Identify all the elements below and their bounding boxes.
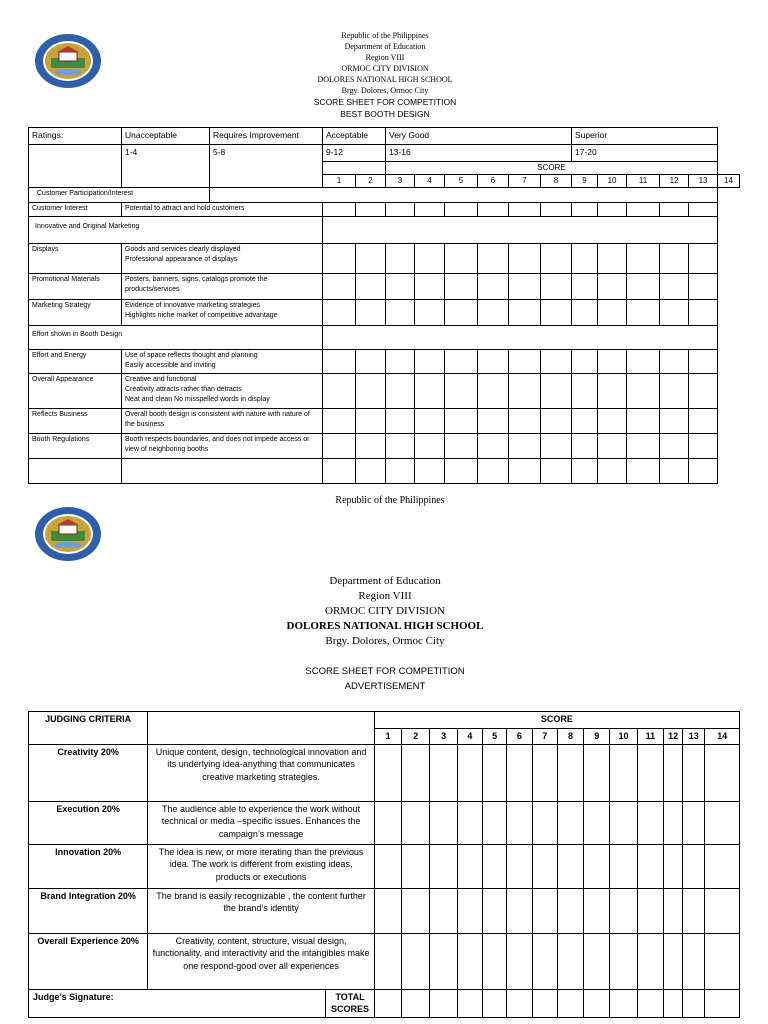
score-cell[interactable] [445, 274, 478, 300]
judge-number: 13 [689, 175, 718, 188]
score-cell[interactable] [683, 888, 705, 933]
score-cell[interactable] [557, 744, 583, 801]
criterion-desc: Goods and services clearly displayed Professional appearance of displays [122, 244, 323, 274]
score-cell[interactable] [584, 801, 610, 844]
score-cell[interactable] [386, 244, 415, 274]
score-cell[interactable] [483, 888, 507, 933]
score-cell[interactable] [445, 434, 478, 459]
score-cell[interactable] [478, 203, 509, 217]
score-cell[interactable] [572, 300, 598, 326]
score-cell[interactable] [689, 374, 718, 409]
judge-number: 13 [683, 729, 705, 745]
criterion-desc: Evidence of innovative marketing strategies Highlights niche market of competitive advantage [122, 300, 323, 326]
rating-range: 5-8 [210, 145, 323, 188]
score-cell[interactable] [541, 434, 572, 459]
rating-level: Superior [572, 128, 718, 145]
score-cell[interactable] [572, 203, 598, 217]
score-cell[interactable] [356, 409, 386, 434]
score-cell[interactable] [509, 374, 541, 409]
sheet-title: SCORE SHEET FOR COMPETITION [305, 666, 465, 677]
score-cell[interactable] [627, 459, 660, 484]
score-cell[interactable] [610, 744, 637, 801]
score-cell[interactable] [532, 801, 557, 844]
score-cell[interactable] [572, 244, 598, 274]
score-cell[interactable] [402, 989, 430, 1017]
score-cell[interactable] [415, 374, 445, 409]
score-cell[interactable] [478, 244, 509, 274]
score-cell[interactable] [478, 274, 509, 300]
score-cell[interactable] [660, 459, 689, 484]
section-heading: Innovative and Original Marketing [29, 217, 323, 244]
score-cell[interactable] [598, 459, 627, 484]
judge-number: 2 [402, 729, 430, 745]
score-cell[interactable] [386, 300, 415, 326]
sheet-subtitle: ADVERTISEMENT [344, 681, 426, 692]
score-cell[interactable] [532, 844, 557, 888]
score-cell[interactable] [386, 434, 415, 459]
score-cell[interactable] [637, 989, 663, 1017]
header-line: Department of Education [344, 42, 426, 51]
rating-range: 17-20 [572, 145, 718, 162]
score-cell[interactable] [507, 933, 532, 989]
score-cell[interactable] [689, 203, 718, 217]
score-cell[interactable] [572, 274, 598, 300]
score-cell[interactable] [660, 203, 689, 217]
score-cell[interactable] [445, 244, 478, 274]
score-cell[interactable] [598, 244, 627, 274]
score-cell[interactable] [541, 459, 572, 484]
criterion-name: Brand Integration 20% [29, 888, 148, 933]
score-cell[interactable] [356, 434, 386, 459]
score-cell[interactable] [660, 374, 689, 409]
header-line: Region VIII [358, 590, 412, 602]
score-cell[interactable] [557, 933, 583, 989]
score-cell[interactable] [610, 801, 637, 844]
header-line: Brgy. Dolores, Ormoc City [325, 635, 445, 647]
score-cell[interactable] [598, 434, 627, 459]
criterion-name: Execution 20% [29, 801, 148, 844]
judge-number: 1 [323, 175, 356, 188]
judge-signature-label: Judge’s Signature: [29, 989, 326, 1017]
score-cell[interactable] [402, 801, 430, 844]
judge-number: 12 [660, 175, 689, 188]
judge-number: 11 [637, 729, 663, 745]
score-cell[interactable] [415, 434, 445, 459]
score-cell[interactable] [415, 300, 445, 326]
header-line: Department of Education [329, 575, 441, 587]
score-cell[interactable] [509, 434, 541, 459]
score-cell[interactable] [557, 844, 583, 888]
score-cell[interactable] [584, 844, 610, 888]
sheet2-header [200, 574, 570, 649]
score-cell[interactable] [356, 350, 386, 374]
criterion-desc: Unique content, design, technological innovation and its underlying idea-anything that communicates creative marketing strategies. [148, 744, 375, 801]
score-cell[interactable] [430, 744, 457, 801]
rating-level: Unacceptable [122, 128, 210, 145]
score-cell[interactable] [689, 300, 718, 326]
judging-criteria-header: JUDGING CRITERIA [29, 712, 148, 745]
judge-number: 14 [705, 729, 740, 745]
sheet-subtitle: BEST BOOTH DESIGN [340, 109, 430, 119]
rating-range: 1-4 [122, 145, 210, 188]
score-cell[interactable] [627, 434, 660, 459]
score-cell[interactable] [627, 350, 660, 374]
score-cell[interactable] [705, 844, 740, 888]
score-cell[interactable] [415, 459, 445, 484]
rating-level: Acceptable [323, 128, 386, 145]
score-cell[interactable] [457, 933, 482, 989]
judge-number: 7 [532, 729, 557, 745]
score-cell[interactable] [509, 350, 541, 374]
score-cell[interactable] [705, 933, 740, 989]
score-cell[interactable] [663, 989, 682, 1017]
school-logo [33, 32, 103, 90]
score-cell[interactable] [374, 933, 401, 989]
score-cell[interactable] [483, 844, 507, 888]
criterion-name: Effort and Energy [29, 350, 122, 374]
score-cell[interactable] [689, 274, 718, 300]
criterion-name: Overall Experience 20% [29, 933, 148, 989]
score-cell[interactable] [415, 274, 445, 300]
criterion-desc: The audience able to experience the work without technical or media –specific issues. Enhances the campaign’s message [148, 801, 375, 844]
score-cell[interactable] [415, 350, 445, 374]
criterion-name: Creativity 20% [29, 744, 148, 801]
score-cell[interactable] [483, 801, 507, 844]
rating-level: Requires Improvement [210, 128, 323, 145]
score-cell[interactable] [598, 374, 627, 409]
score-cell[interactable] [374, 744, 401, 801]
criterion-name: Customer Interest [29, 203, 122, 217]
score-cell[interactable] [386, 409, 415, 434]
score-cell[interactable] [430, 801, 457, 844]
score-cell[interactable] [386, 203, 415, 217]
judge-number: 10 [598, 175, 627, 188]
score-cell[interactable] [509, 274, 541, 300]
judge-number: 8 [557, 729, 583, 745]
score-cell[interactable] [557, 888, 583, 933]
score-cell[interactable] [445, 300, 478, 326]
score-cell[interactable] [627, 244, 660, 274]
score-cell[interactable] [430, 844, 457, 888]
score-cell[interactable] [598, 350, 627, 374]
score-cell[interactable] [478, 434, 509, 459]
judge-number: 12 [663, 729, 682, 745]
score-cell[interactable] [356, 203, 386, 217]
judge-number: 3 [430, 729, 457, 745]
score-cell[interactable] [507, 744, 532, 801]
judge-number: 8 [541, 175, 572, 188]
score-cell[interactable] [478, 459, 509, 484]
judge-number: 4 [457, 729, 482, 745]
score-cell[interactable] [660, 300, 689, 326]
header-line: Region VIII [365, 53, 405, 62]
score-cell[interactable] [374, 844, 401, 888]
criterion-desc: The idea is new, or more iterating than the previous idea. The work is different from existing ideas, products or executions [148, 844, 375, 888]
score-cell[interactable] [483, 744, 507, 801]
total-scores-label: TOTAL SCORES [326, 989, 375, 1017]
score-cell[interactable] [483, 933, 507, 989]
score-cell[interactable] [374, 888, 401, 933]
header-line: ORMOC CITY DIVISION [341, 64, 429, 73]
score-cell[interactable] [689, 459, 718, 484]
rating-range: 13-16 [386, 145, 572, 162]
score-cell[interactable] [663, 933, 682, 989]
score-cell[interactable] [478, 300, 509, 326]
score-cell[interactable] [507, 888, 532, 933]
score-cell[interactable] [445, 374, 478, 409]
ratings-label: Ratings: [29, 128, 122, 145]
score-cell[interactable] [323, 350, 356, 374]
score-cell[interactable] [637, 888, 663, 933]
header-line: DOLORES NATIONAL HIGH SCHOOL [317, 75, 453, 84]
score-cell[interactable] [705, 801, 740, 844]
score-cell[interactable] [457, 744, 482, 801]
score-cell[interactable] [323, 203, 356, 217]
score-cell[interactable] [478, 409, 509, 434]
criterion-name: Displays [29, 244, 122, 274]
header-line: Republic of the Philippines [341, 31, 429, 40]
rating-level: Very Good [386, 128, 572, 145]
criterion-desc: Use of space reflects thought and planning Easily accessible and inviting [122, 350, 323, 374]
score-cell[interactable] [415, 409, 445, 434]
score-cell[interactable] [457, 888, 482, 933]
judge-number: 7 [509, 175, 541, 188]
score-cell[interactable] [402, 744, 430, 801]
criterion-name: Overall Appearance [29, 374, 122, 409]
criterion-name: Innovation 20% [29, 844, 148, 888]
score-cell[interactable] [610, 989, 637, 1017]
republic-heading: Republic of the Philippines [335, 495, 445, 506]
header-line: ORMOC CITY DIVISION [325, 605, 445, 617]
judge-number: 3 [386, 175, 415, 188]
score-cell[interactable] [323, 434, 356, 459]
score-cell[interactable] [660, 434, 689, 459]
score-cell[interactable] [445, 409, 478, 434]
score-cell[interactable] [663, 888, 682, 933]
score-cell[interactable] [705, 989, 740, 1017]
score-cell[interactable] [532, 888, 557, 933]
score-cell[interactable] [323, 409, 356, 434]
score-cell[interactable] [430, 933, 457, 989]
score-cell[interactable] [572, 434, 598, 459]
score-cell[interactable] [541, 409, 572, 434]
score-cell[interactable] [445, 459, 478, 484]
score-cell[interactable] [356, 274, 386, 300]
judge-number: 1 [374, 729, 401, 745]
criterion-desc: Creativity, content, structure, visual design, functionality, and interactivity and the intangibles make one respond-good over all experiences [148, 933, 375, 989]
judge-number: 9 [584, 729, 610, 745]
score-cell[interactable] [610, 933, 637, 989]
criterion-name: Reflects Business [29, 409, 122, 434]
score-cell[interactable] [627, 409, 660, 434]
score-cell[interactable] [683, 933, 705, 989]
score-cell[interactable] [663, 801, 682, 844]
criterion-desc: Booth respects boundaries, and does not impede access or view of neighboring booths [122, 434, 323, 459]
score-cell[interactable] [402, 888, 430, 933]
judge-number: 11 [627, 175, 660, 188]
criterion-name: Marketing Strategy [29, 300, 122, 326]
score-cell[interactable] [584, 888, 610, 933]
section-heading: Customer Participation/Interest [29, 188, 210, 203]
criterion-desc: The brand is easily recognizable , the content further the brand’s identity [148, 888, 375, 933]
score-cell[interactable] [637, 933, 663, 989]
judge-number: 5 [445, 175, 478, 188]
score-cell[interactable] [457, 989, 482, 1017]
score-cell[interactable] [663, 744, 682, 801]
score-cell[interactable] [386, 350, 415, 374]
criterion-desc: Potential to attract and hold customers [122, 203, 323, 217]
score-cell[interactable] [541, 274, 572, 300]
header-line: Brgy. Dolores, Ormoc City [341, 86, 429, 95]
sheet1-header [200, 30, 570, 120]
score-header: SCORE [386, 162, 718, 175]
judge-number: 6 [507, 729, 532, 745]
school-logo [33, 505, 103, 563]
score-cell[interactable] [541, 203, 572, 217]
score-cell[interactable] [386, 374, 415, 409]
score-cell[interactable] [541, 374, 572, 409]
score-cell[interactable] [509, 203, 541, 217]
score-cell[interactable] [509, 459, 541, 484]
score-cell[interactable] [509, 300, 541, 326]
score-cell[interactable] [637, 844, 663, 888]
score-cell[interactable] [572, 374, 598, 409]
score-cell[interactable] [483, 989, 507, 1017]
judge-number: 5 [483, 729, 507, 745]
booth-design-table [28, 127, 740, 484]
score-cell[interactable] [660, 244, 689, 274]
section-heading: Effort shown in Booth Design [29, 326, 323, 350]
score-cell[interactable] [660, 409, 689, 434]
score-cell[interactable] [663, 844, 682, 888]
judge-number: 9 [572, 175, 598, 188]
advertisement-table [28, 711, 740, 1018]
score-cell[interactable] [683, 744, 705, 801]
score-cell[interactable] [584, 989, 610, 1017]
judge-number: 6 [478, 175, 509, 188]
score-cell[interactable] [557, 801, 583, 844]
score-cell[interactable] [627, 300, 660, 326]
score-cell[interactable] [457, 844, 482, 888]
score-cell[interactable] [689, 244, 718, 274]
score-cell[interactable] [386, 274, 415, 300]
score-cell[interactable] [572, 409, 598, 434]
score-cell[interactable] [374, 989, 401, 1017]
score-cell[interactable] [705, 888, 740, 933]
criterion-desc: Creative and functional Creativity attracts rather than detracts Neat and clean No misspelled words in display [122, 374, 323, 409]
criterion-name: Booth Regulations [29, 434, 122, 459]
score-cell[interactable] [598, 300, 627, 326]
judge-number: 4 [415, 175, 445, 188]
score-cell[interactable] [386, 459, 415, 484]
score-cell[interactable] [509, 244, 541, 274]
score-cell[interactable] [478, 350, 509, 374]
score-cell[interactable] [356, 300, 386, 326]
score-cell[interactable] [584, 933, 610, 989]
score-cell[interactable] [457, 801, 482, 844]
score-cell[interactable] [689, 350, 718, 374]
criterion-desc: Overall booth design is consistent with nature with nature of the business [122, 409, 323, 434]
score-cell[interactable] [541, 300, 572, 326]
score-cell[interactable] [323, 300, 356, 326]
score-cell[interactable] [637, 744, 663, 801]
score-cell[interactable] [507, 801, 532, 844]
score-cell[interactable] [356, 374, 386, 409]
score-cell[interactable] [572, 350, 598, 374]
score-cell[interactable] [356, 459, 386, 484]
score-cell[interactable] [507, 844, 532, 888]
score-cell[interactable] [430, 989, 457, 1017]
score-cell[interactable] [557, 989, 583, 1017]
criterion-desc: Posters, banners, signs, catalogs promote the products/services [122, 274, 323, 300]
judge-number: 2 [356, 175, 386, 188]
score-cell[interactable] [509, 409, 541, 434]
score-cell[interactable] [507, 989, 532, 1017]
score-cell[interactable] [584, 744, 610, 801]
score-cell[interactable] [627, 203, 660, 217]
sheet2-titles [200, 664, 570, 694]
score-cell[interactable] [683, 844, 705, 888]
score-cell[interactable] [323, 374, 356, 409]
judge-number: 14 [718, 175, 740, 188]
score-cell[interactable] [532, 989, 557, 1017]
score-cell[interactable] [627, 274, 660, 300]
score-cell[interactable] [683, 801, 705, 844]
score-cell[interactable] [323, 459, 356, 484]
score-cell[interactable] [541, 350, 572, 374]
score-cell[interactable] [637, 801, 663, 844]
score-cell[interactable] [323, 244, 356, 274]
sheet-title: SCORE SHEET FOR COMPETITION [313, 97, 457, 107]
score-cell[interactable] [445, 350, 478, 374]
score-cell[interactable] [415, 244, 445, 274]
score-cell[interactable] [705, 744, 740, 801]
score-cell[interactable] [598, 274, 627, 300]
score-cell[interactable] [689, 409, 718, 434]
score-cell[interactable] [374, 801, 401, 844]
score-cell[interactable] [683, 989, 705, 1017]
rating-range: 9-12 [323, 145, 386, 162]
header-line: DOLORES NATIONAL HIGH SCHOOL [286, 620, 484, 632]
score-cell[interactable] [430, 888, 457, 933]
score-cell[interactable] [402, 933, 430, 989]
criterion-name: Promotional Materials [29, 274, 122, 300]
score-cell[interactable] [598, 203, 627, 217]
score-cell[interactable] [445, 203, 478, 217]
judge-number: 10 [610, 729, 637, 745]
score-cell[interactable] [627, 374, 660, 409]
score-cell[interactable] [532, 933, 557, 989]
score-cell[interactable] [660, 350, 689, 374]
score-cell[interactable] [541, 244, 572, 274]
score-header: SCORE [374, 712, 739, 729]
score-cell[interactable] [402, 844, 430, 888]
score-cell[interactable] [689, 434, 718, 459]
score-cell[interactable] [598, 409, 627, 434]
score-cell[interactable] [415, 203, 445, 217]
score-cell[interactable] [610, 888, 637, 933]
score-cell[interactable] [610, 844, 637, 888]
score-cell[interactable] [356, 244, 386, 274]
score-cell[interactable] [572, 459, 598, 484]
score-cell[interactable] [323, 274, 356, 300]
score-cell[interactable] [478, 374, 509, 409]
score-cell[interactable] [532, 744, 557, 801]
score-cell[interactable] [660, 274, 689, 300]
